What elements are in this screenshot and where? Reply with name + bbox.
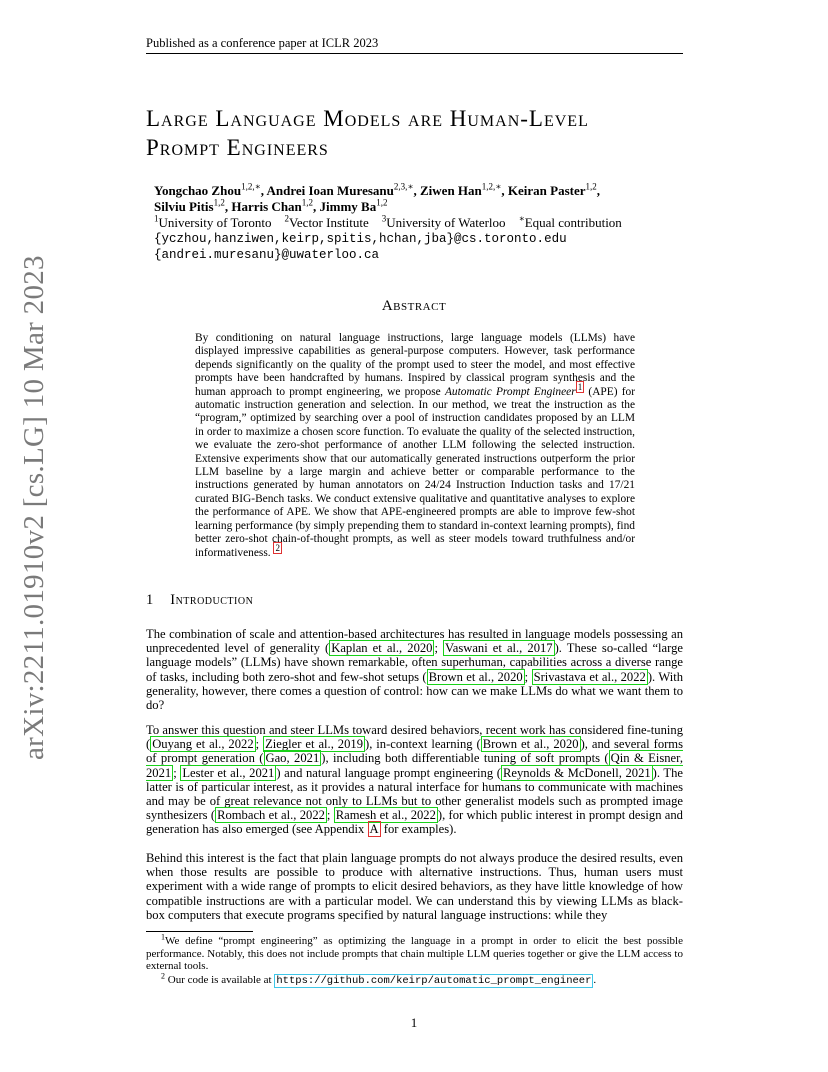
abstract-text-2: (APE) for automatic instruction generation and selection. In our method, we treat the instruction as the “program,” optimized by searching over a pool of instruction candidates proposed by an LLM in order to maximize a chosen score function. To evaluate the quality of the selected instruction, we evaluate the zero-shot performance of another LLM following the selected instruction. Extensive experiments show that our automatically generated instructions outperform the prior LLM baseline by a large margin and achieve better or comparable performance to the instructions generated by human annotators on 24/24 Instruction Induction tasks and 17/21 curated BIG-Bench tasks. We conduct extensive qualitative and quantitative analyses to explore the performance of APE. We show that APE-engineered prompts are able to improve few-shot learning performance (by simply prepending them to standard in-context learning prompts), find better zero-shot chain-of-thought prompts, as well as steer models toward truthfulness and/or informativeness. [195,385,635,559]
affiliation-marker: 3 [381,213,387,224]
footnote-2-text: Our code is available at [165,973,275,986]
paragraph-text: ). With generality, however, there comes a question of control: how can we make LLMs do what we want them to do? [146,669,683,713]
header-rule [146,53,683,54]
paragraph-text: ), for which public interest in prompt design and generation has also emerged (see Appendix [146,808,683,837]
author-name: Jimmy Ba [319,199,377,214]
paragraph-text: for examples). [380,822,457,837]
paragraph-text: ; [326,808,334,823]
author-affiliation-marker: 1,2,∗ [241,181,261,192]
author-name: Andrei Ioan Muresanu [266,183,394,198]
citation-link[interactable]: Vaswani et al., 2017 [445,641,553,656]
affiliations [154,215,622,263]
affiliation-name: Equal contribution [524,215,622,230]
intro-paragraph-2 [146,723,683,837]
paragraph-text: ; [173,765,181,780]
author-name: Keiran Paster [507,183,586,198]
footnote-ref-2[interactable]: 2 [275,542,280,553]
footnote-2-end: . [593,973,597,986]
abstract-heading: Abstract [381,298,447,314]
email-line-1: {yczhou,hanziwen,keirp,spitis,hchan,jba}@cs.toronto.edu [154,232,567,246]
arxiv-side-stamp: arXiv:2211.01910v2 [cs.LG] 10 Mar 2023 [18,255,50,760]
citation-link[interactable]: Kaplan et al., 2020 [331,641,433,656]
author-name: Ziwen Han [420,183,482,198]
paragraph-text: ). The latter is of particular interest, as it provides a natural interface for humans to communicate with machines and may be of great relevance not only to LLMs but to other generalist models such as prompted image synthesizers ( [146,765,683,823]
citation-link[interactable]: Rombach et al., 2022 [217,808,325,823]
citation-link[interactable]: Qin & Eisner, 2021 [146,751,683,780]
author-affiliation-marker: 2,3,∗ [393,181,414,192]
author-name: Yongchao Zhou [154,183,242,198]
abstract-body [195,332,635,560]
footnote-ref-1[interactable]: 1 [577,381,583,392]
footnotes [146,932,683,987]
affiliation-name: Vector Institute [288,215,369,230]
appendix-link[interactable]: A [369,822,379,837]
author-affiliation-marker: 1,2,∗ [481,181,502,192]
citation-link[interactable]: Brown et al., 2020 [428,669,523,684]
page-number: 1 [410,1015,418,1030]
footnote-1-text: We define “prompt engineering” as optimizing the language in a prompt in order to elicit the best possible performance. Notably, this does not include prompts that chain multiple LLM queries together or give the LLM access to external tools. [146,935,683,973]
footnote-2 [146,971,683,988]
intro-paragraph-1 [146,627,683,712]
paragraph-text: ) and natural language prompt engineering ( [276,765,501,780]
paragraph-text: To answer this question and steer LLMs toward desired behaviors, recent work has considered fine-tuning ( [146,723,683,752]
section-number: 1 [146,592,154,608]
affiliation-name: University of Waterloo [386,215,506,230]
citation-link[interactable]: Ramesh et al., 2022 [335,808,436,823]
title-line-2: Prompt Engineers [146,135,329,160]
footnote-2-marker: 2 [161,971,165,981]
author-affiliation-marker: 1,2 [301,197,314,208]
section-title: Introduction [170,592,254,608]
author-name: Harris Chan [231,199,302,214]
citation-link[interactable]: Brown et al., 2020 [482,737,579,752]
paper-title [146,104,706,162]
footnote-1 [146,932,683,973]
title-line-1: Large Language Models are Human-Level [146,106,589,131]
paragraph-text: ). These so-called “large language models” (LLMs) have shown remarkable, often superhuman, capabilities across a diverse range of tasks, including both zero-shot and few-shot setups ( [146,641,683,684]
affiliation-marker: 1 [154,213,159,224]
intro-paragraph-3 [146,851,683,922]
author-list: Yongchao Zhou$^{1,2,∗}$, Andrei Ioan Muresanu$^{2,3,∗}$, Ziwen Han$^{1,2,∗}$, Keiran Paster$^{1,2}$, Silviu Pitis$^{1,2}$, Harris Chan$^{1,2}$, Jimmy Ba$^{1,2}$ [154,181,601,214]
author-affiliation-marker: 1,2 [585,181,597,192]
citation-link[interactable]: Ouyang et al., 2022 [152,737,254,752]
paragraph-text: ; [255,737,264,752]
affiliation-name: University of Toronto [158,215,272,230]
ape-term: Automatic Prompt Engineer [444,385,576,398]
affiliation-line [154,215,622,231]
email-line-2: {andrei.muresanu}@uwaterloo.ca [154,248,380,262]
citation-link[interactable]: Srivastava et al., 2022 [533,669,646,684]
affiliation-marker: 2 [284,213,289,224]
paragraph-text: ), in-context learning ( [365,737,481,752]
paragraph-text: The combination of scale and attention-based architectures has resulted in language models possessing an unprecedented level of generality ( [146,627,683,656]
author-affiliation-marker: 1,2 [376,197,388,208]
citation-link[interactable]: Ziegler et al., 2019 [265,737,363,752]
section-heading [146,592,253,609]
citation-link[interactable]: Gao, 2021 [265,751,320,766]
footnote-1-marker: 1 [161,932,165,942]
paragraph-text: ), and several forms of prompt generation ( [146,737,684,766]
abstract-text-1: By conditioning on natural language instructions, large language models (LLMs) have displayed impressive capabilities as general-purpose computers. However, task performance depends significantly on the quality of the prompt used to steer the model, and most effective prompts have been handcrafted by humans. Inspired by classical program synthesis and the human approach to prompt engineering, we propose [195,332,635,398]
paragraph-text: ; [524,669,532,684]
paragraph-text: Behind this interest is the fact that plain language prompts do not always produce the desired results, even when those results are possible to produce with alternative instructions. Thus, human users must experiment with a wide range of prompts to elicit desired behaviors, as they have little knowledge of how compatible instructions are with a particular model. We can understand this by viewing LLMs as black-box computers that execute programs specified by natural language instructions: while they [146,851,683,922]
affiliation-marker: ∗ [518,213,525,224]
paragraph-text: ), including both differentiable tuning of soft prompts ( [321,751,609,766]
author-affiliation-marker: 1,2 [213,197,225,208]
running-header: Published as a conference paper at ICLR 2023 [146,36,379,50]
code-url-link[interactable]: https://github.com/keirp/automatic_prompt_engineer [276,974,592,987]
citation-link[interactable]: Lester et al., 2021 [182,765,275,780]
paragraph-text: ; [434,641,444,656]
author-name: Silviu Pitis [154,199,214,214]
citation-link[interactable]: Reynolds & McDonell, 2021 [502,765,651,780]
